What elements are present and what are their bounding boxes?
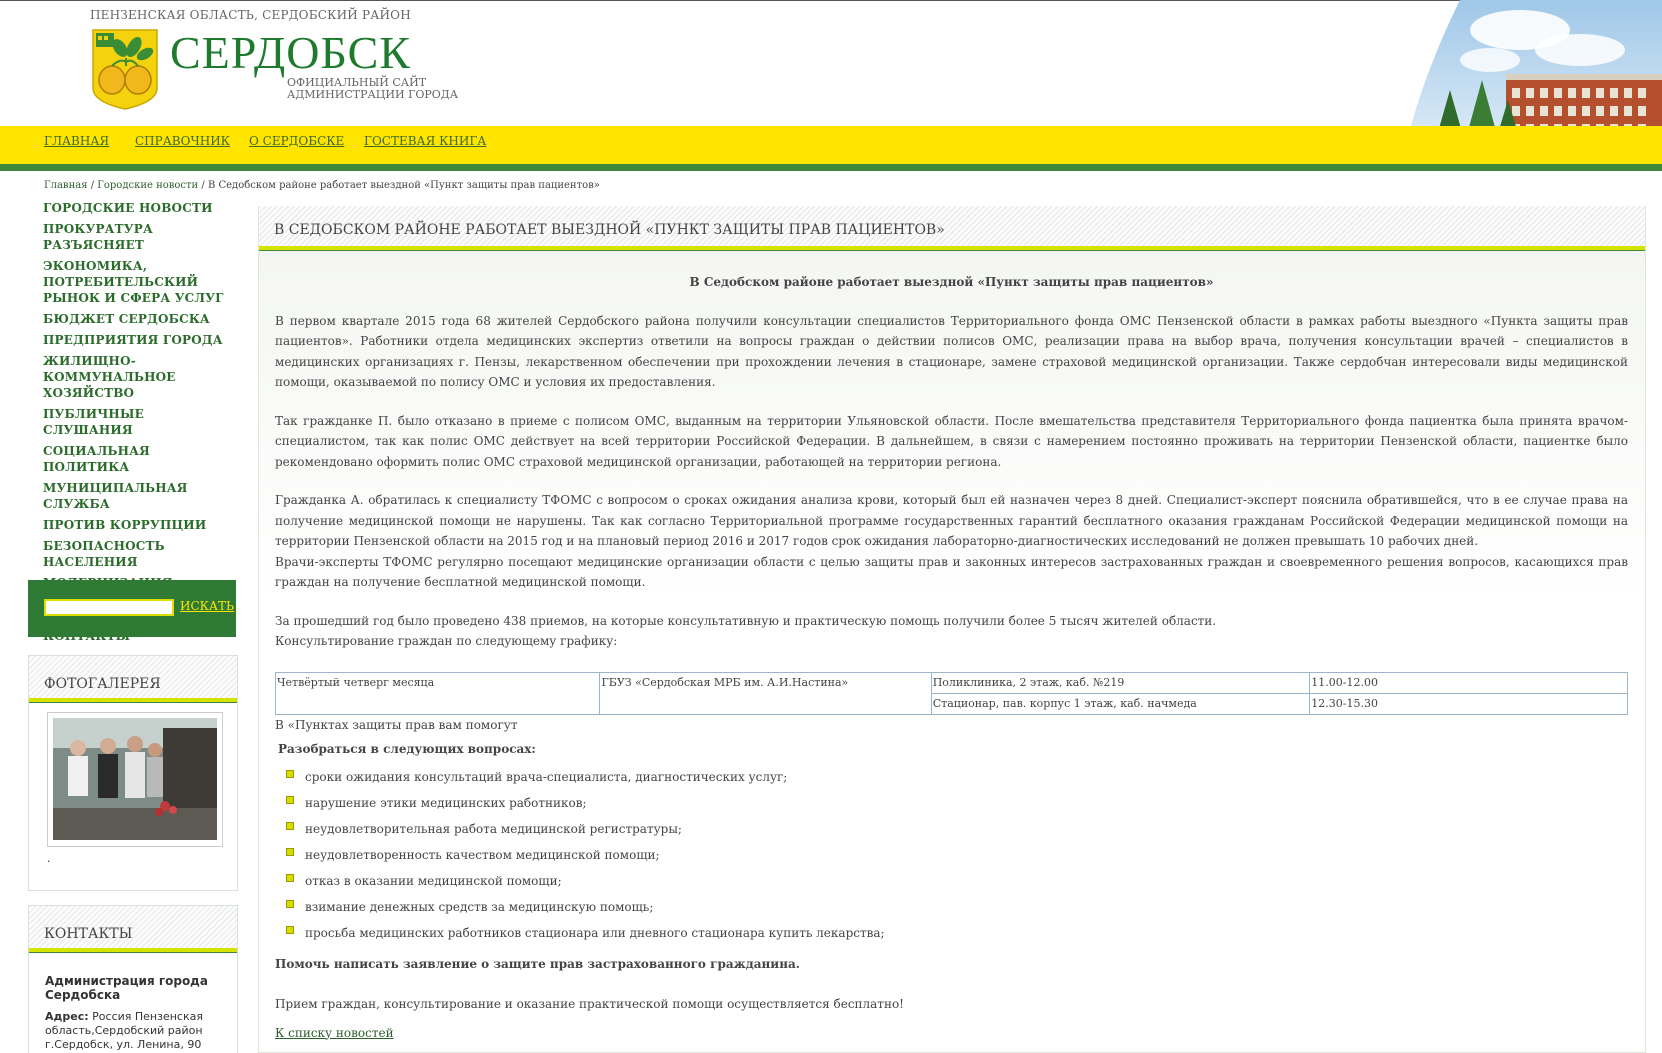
article-paragraph: Врачи-эксперты ТФОМС регулярно посещают медицинские организации области с целью защиты прав и законных интересов застрахованных граждан и своевременного решения вопросов, касающихся прав граждан на получение бесплатной медицинской помощи. bbox=[275, 554, 1628, 589]
breadcrumb-separator: / bbox=[87, 180, 98, 191]
article-paragraph: В первом квартале 2015 года 68 жителей Сердобского района получили консультации специалистов Территориального фонда ОМС Пензенской области в рамках работы выездного «Пункта защиты прав пациентов». Работники отдела медицинских экспертиз ответили на вопросы граждан о действии полисов ОМС, реализации права на выбор врача, получения консультации врачей – специалистов в медицинских организациях г. Пензы, лекарственном обеспечении при прохождении лечения в стационаре, замене страховой медицинской организации. Также сердобчан интересовали виды медицинской помощи, оказываемой по полису ОМС и условия их предоставления. bbox=[275, 313, 1628, 389]
search-panel bbox=[28, 580, 236, 637]
sidebar-item-municipal-service[interactable]: МУНИЦИПАЛЬНАЯ СЛУЖБА bbox=[43, 481, 188, 511]
sidebar-item-enterprises[interactable]: ПРЕДПРИЯТИЯ ГОРОДА bbox=[43, 333, 223, 347]
search-button[interactable]: ИСКАТЬ bbox=[180, 599, 235, 613]
breadcrumb bbox=[44, 180, 600, 191]
panel-divider bbox=[29, 948, 237, 953]
search-input[interactable] bbox=[44, 599, 174, 616]
list-item: нарушение этики медицинских работников; bbox=[275, 790, 1628, 816]
article-paragraph: Консультирование граждан по следующему графику: bbox=[275, 634, 618, 648]
sidebar-item-safety[interactable]: БЕЗОПАСНОСТЬ НАСЕЛЕНИЯ bbox=[43, 539, 165, 569]
gallery-photo[interactable] bbox=[53, 718, 217, 840]
nav-about[interactable]: О СЕРДОБСКЕ bbox=[249, 134, 345, 148]
breadcrumb-separator: / bbox=[198, 180, 208, 191]
schedule-when: Четвёртый четверг месяца bbox=[276, 672, 600, 714]
contact-address-label: Адрес: bbox=[45, 1010, 89, 1023]
help-statement: Помочь написать заявление о защите прав застрахованного гражданина. bbox=[275, 956, 800, 971]
list-item: неудовлетворенность качеством медицинской помощи; bbox=[275, 842, 1628, 868]
sidebar-item-hearings[interactable]: ПУБЛИЧНЫЕ СЛУШАНИЯ bbox=[43, 407, 144, 437]
list-item: сроки ожидания консультаций врача-специалиста, диагностических услуг; bbox=[275, 764, 1628, 790]
back-to-news-link[interactable]: К списку новостей bbox=[275, 1025, 394, 1040]
article-panel bbox=[258, 206, 1646, 1053]
questions-list bbox=[275, 764, 1628, 946]
sidebar-item-budget[interactable]: БЮДЖЕТ СЕРДОБСКА bbox=[43, 312, 210, 326]
list-item: отказ в оказании медицинской помощи; bbox=[275, 868, 1628, 894]
gallery-title: ФОТОГАЛЕРЕЯ bbox=[44, 676, 161, 692]
article-title: В СЕДОБСКОМ РАЙОНЕ РАБОТАЕТ ВЫЕЗДНОЙ «ПУНКТ ЗАЩИТЫ ПРАВ ПАЦИЕНТОВ» bbox=[274, 222, 945, 238]
gallery-caption: . bbox=[47, 852, 51, 865]
nav-home[interactable]: ГЛАВНАЯ bbox=[44, 134, 110, 148]
free-note: Прием граждан, консультирование и оказание практической помощи осуществляется бесплатно! bbox=[275, 997, 904, 1011]
site-subtitle bbox=[287, 77, 458, 101]
list-item: просьба медицинских работников стационара или дневного стационара купить лекарства; bbox=[275, 920, 1628, 946]
breadcrumb-current: В Седобском районе работает выездной «Пункт защиты прав пациентов» bbox=[207, 180, 600, 191]
sidebar-item-social[interactable]: СОЦИАЛЬНАЯ ПОЛИТИКА bbox=[43, 444, 150, 474]
helps-intro: В «Пунктах защиты прав вам помогут bbox=[275, 717, 518, 732]
contact-address-value: Россия Пензенская область,Сердобский район г.Сердобск, ул. Ленина, 90 bbox=[45, 1010, 203, 1051]
sidebar-item-prosecutor[interactable]: ПРОКУРАТУРА РАЗЪЯСНЯЕТ bbox=[43, 222, 153, 252]
region-label: ПЕНЗЕНСКАЯ ОБЛАСТЬ, СЕРДОБСКИЙ РАЙОН bbox=[90, 8, 411, 22]
contacts-title: КОНТАКТЫ bbox=[44, 926, 133, 942]
sidebar-item-city-news[interactable]: ГОРОДСКИЕ НОВОСТИ bbox=[43, 201, 213, 215]
article-header-divider bbox=[259, 246, 1645, 251]
sidebar-item-housing[interactable]: ЖИЛИЩНО-КОММУНАЛЬНОЕ ХОЗЯЙСТВО bbox=[43, 354, 176, 400]
contacts-panel bbox=[28, 905, 238, 1053]
article-paragraph: Гражданка А. обратилась к специалисту ТФОМС с вопросом о сроках ожидания анализа крови, который был ей назначен через 8 дней. Специалист-эксперт пояснила обратившейся, что в ее случае права на получение медицинской помощи не нарушены. Так как согласно Территориальной программе государственных гарантий бесплатного оказания гражданам Российской Федерации медицинской помощи на территории Пензенской области на 2015 год и на плановый период 2016 и 2017 годов срок ожидания лабораторно-диагностических исследований не должен превышать 10 рабочих дней. bbox=[275, 493, 1628, 548]
schedule-table bbox=[275, 672, 1628, 715]
questions-title: Разобраться в следующих вопросах: bbox=[278, 742, 536, 756]
breadcrumb-home[interactable]: Главная bbox=[44, 180, 88, 191]
nav-bottom-stripe bbox=[0, 164, 1662, 171]
article-heading: В Седобском районе работает выездной «Пункт защиты прав пациентов» bbox=[689, 275, 1214, 289]
schedule-time: 11.00-12.00 bbox=[1310, 672, 1628, 693]
site-name[interactable]: СЕРДОБСК bbox=[170, 27, 411, 78]
contact-organization: Администрация города Сердобска bbox=[45, 974, 208, 1002]
nav-directory[interactable]: СПРАВОЧНИК bbox=[135, 134, 230, 148]
sidebar-item-anticorruption[interactable]: ПРОТИВ КОРРУПЦИИ bbox=[43, 518, 207, 532]
schedule-org: ГБУЗ «Сердобская МРБ им. А.И.Настина» bbox=[600, 672, 931, 714]
list-item: взимание денежных средств за медицинскую помощь; bbox=[275, 894, 1628, 920]
sidebar-item-economy[interactable]: ЭКОНОМИКА, ПОТРЕБИТЕЛЬСКИЙ РЫНОК И СФЕРА УСЛУГ bbox=[43, 259, 224, 305]
list-item: неудовлетворительная работа медицинской регистратуры; bbox=[275, 816, 1628, 842]
breadcrumb-section[interactable]: Городские новости bbox=[97, 180, 199, 191]
contact-address bbox=[45, 1010, 225, 1052]
panel-divider bbox=[29, 698, 237, 703]
schedule-time: 12.30-15.30 bbox=[1310, 693, 1628, 714]
coat-of-arms-logo[interactable] bbox=[90, 28, 160, 110]
schedule-place: Поликлиника, 2 этаж, каб. №219 bbox=[931, 672, 1310, 693]
schedule-place: Стационар, пав. корпус 1 этаж, каб. начмеда bbox=[931, 693, 1310, 714]
nav-guestbook[interactable]: ГОСТЕВАЯ КНИГА bbox=[364, 134, 487, 148]
site-subtitle-line1: ОФИЦИАЛЬНЫЙ САЙТ bbox=[287, 76, 427, 89]
gallery-thumbnail[interactable] bbox=[47, 712, 223, 847]
site-subtitle-line2: АДМИНИСТРАЦИИ ГОРОДА bbox=[287, 88, 459, 101]
photo-gallery-panel bbox=[28, 655, 238, 891]
table-row bbox=[276, 672, 1628, 693]
article-body bbox=[275, 272, 1628, 1043]
article-paragraph: За прошедший год было проведено 438 приемов, на которые консультативную и практическую помощь получили более 5 тысяч жителей области. bbox=[275, 613, 1217, 628]
article-paragraph: Так гражданке П. было отказано в приеме с полисом ОМС, выданным на территории Ульяновской области. После вмешательства представителя Территориального фонда пациентка была принята врачом-специалистом, так как полис ОМС действует на всей территории Российской Федерации. В дальнейшем, в связи с намерением постоянно проживать на территории Пензенской области, пациентке было рекомендовано оформить полис ОМС страховой медицинской организации, работающей на территории региона. bbox=[275, 413, 1628, 469]
